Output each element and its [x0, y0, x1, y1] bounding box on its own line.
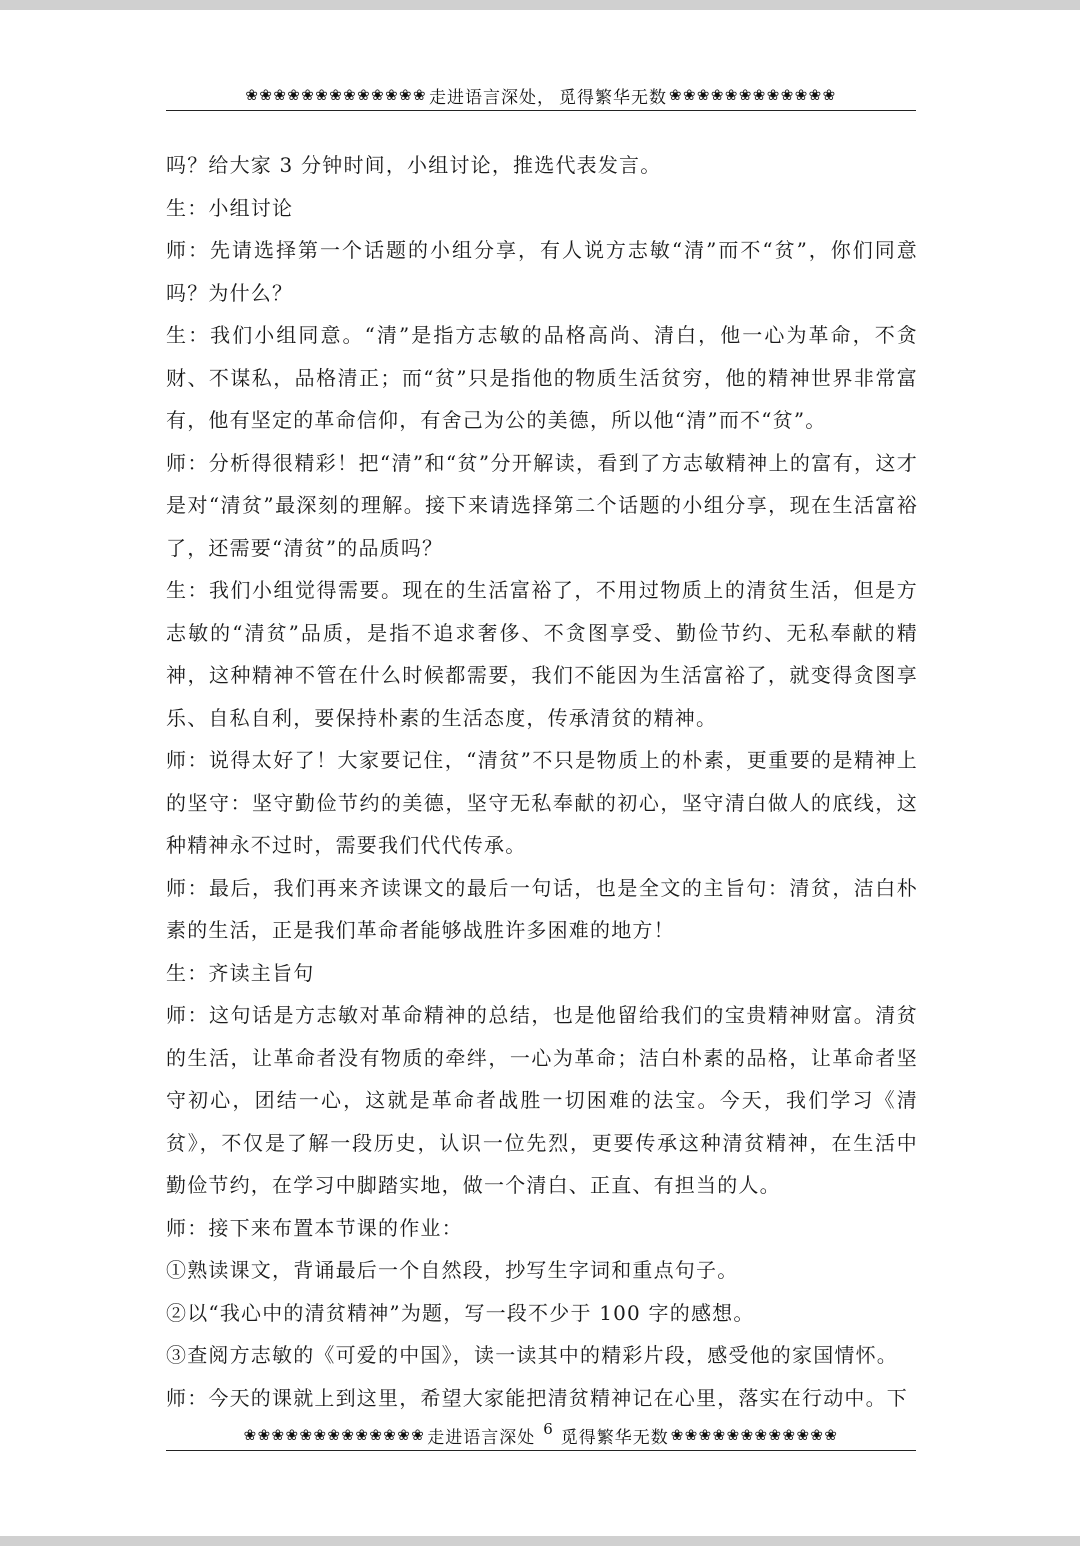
footer-flower-border-left: ❀❀❀❀❀❀❀❀❀❀❀❀❀ — [243, 1426, 426, 1444]
paragraph: 师：先请选择第一个话题的小组分享，有人说方志敏“清”而不“贫”，你们同意吗？为什么？ — [166, 238, 918, 305]
page-footer — [166, 1420, 916, 1451]
header-flower-border-left: ❀❀❀❀❀❀❀❀❀❀❀❀❀ — [245, 86, 427, 104]
paragraph: 师：接下来布置本节课的作业： — [166, 1215, 463, 1240]
header-motto-right: 觅得繁华无数 — [558, 87, 667, 108]
paragraph: 生：齐读主旨句 — [166, 960, 315, 985]
homework-item: ③查阅方志敏的《可爱的中国》，读一读其中的精彩片段，感受他的家国情怀。 — [166, 1343, 898, 1367]
paragraph: 生：我们小组同意。“清”是指方志敏的品格高尚、清白，他一心为革命，不贪财、不谋私，品格清正；而“贫”只是指他的物质生活贫穷，他的精神世界非常富有，他有坚定的革命信仰，有舍己为公的美德，所以他“清”而不“贫”。 — [166, 323, 918, 432]
paragraph: 生：我们小组觉得需要。现在的生活富裕了，不用过物质上的清贫生活，但是方志敏的“清贫”品质，是指不追求奢侈、不贪图享受、勤俭节约、无私奉献的精神，这种精神不管在什么时候都需要，我们不能因为生活富裕了，就变得贪图享乐、自私自利，要保持朴素的生活态度，传承清贫的精神。 — [166, 578, 918, 730]
paragraph: 师：这句话是方志敏对革命精神的总结，也是他留给我们的宝贵精神财富。清贫的生活，让革命者没有物质的牵绊，一心为革命；洁白朴素的品格，让革命者坚守初心，团结一心，这就是革命者战胜一切困难的法宝。今天，我们学习《清贫》，不仅是了解一段历史，认识一位先烈，更要传承这种清贫精神，在生活中勤俭节约，在学习中脚踏实地，做一个清白、正直、有担当的人。 — [166, 1003, 918, 1197]
document-page — [0, 10, 1080, 1536]
paragraph: 师：说得太好了！大家要记住，“清贫”不只是物质上的朴素，更重要的是精神上的坚守：坚守勤俭节约的美德，坚守无私奉献的初心，坚守清白做人的底线，这种精神永不过时，需要我们代代传承。 — [166, 748, 918, 857]
page-header — [166, 80, 916, 111]
homework-item: ①熟读课文，背诵最后一个自然段，抄写生字词和重点句子。 — [166, 1258, 739, 1282]
paragraph: 吗？给大家 3 分钟时间，小组讨论，推选代表发言。 — [166, 153, 662, 177]
lesson-transcript — [166, 144, 918, 1419]
paragraph: 师：今天的课就上到这里，希望大家能把清贫精神记在心里，落实在行动中。下 — [166, 1385, 908, 1410]
paragraph: 师：最后，我们再来齐读课文的最后一句话，也是全文的主旨句：清贫，洁白朴素的生活，正是我们革命者能够战胜许多困难的地方！ — [166, 875, 918, 942]
header-flower-border-right: ❀❀❀❀❀❀❀❀❀❀❀❀ — [668, 86, 837, 104]
footer-motto-left: 走进语言深处 — [427, 1427, 536, 1448]
footer-motto-right: 觅得繁华无数 — [560, 1427, 669, 1448]
paragraph: 生：小组讨论 — [166, 195, 294, 220]
page-number: 6 — [543, 1420, 553, 1438]
footer-flower-border-right: ❀❀❀❀❀❀❀❀❀❀❀❀ — [670, 1426, 839, 1444]
header-motto-left: 走进语言深处， — [428, 87, 555, 108]
paragraph: 师：分析得很精彩！把“清”和“贫”分开解读，看到了方志敏精神上的富有，这才是对“清贫”最深刻的理解。接下来请选择第二个话题的小组分享，现在生活富裕了，还需要“清贫”的品质吗？ — [166, 450, 918, 560]
homework-item: ②以“我心中的清贫精神”为题，写一段不少于 100 字的感想。 — [166, 1300, 755, 1325]
